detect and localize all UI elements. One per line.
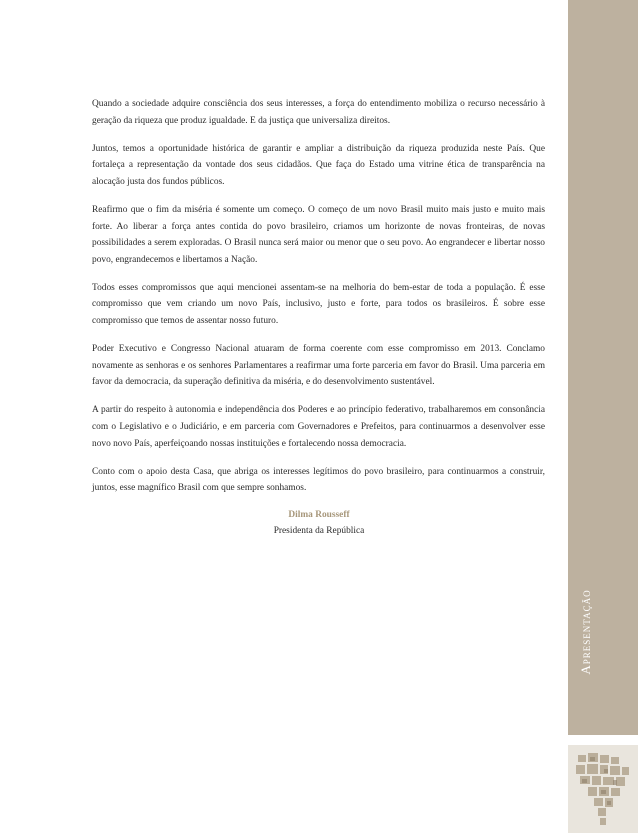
- paragraph-5: Poder Executivo e Congresso Nacional atuaram de forma coerente com esse compromisso em 2013. Conclamo novamente as senhoras e os senhores Parlamentares a reafirmar uma forte parceria em favor do Brasil. Uma parceria em favor da democracia, da superação definitiva da miséria, e do desenvolvimento sustentável.: [92, 344, 545, 388]
- brazil-map-icon: [568, 745, 638, 833]
- signature-title: Presidenta da República: [273, 526, 365, 536]
- paragraph-2: Juntos, temos a oportunidade histórica de garantir e ampliar a distribuição da riqueza produzida neste País. Que fortaleça a representação da vontade dos seus cidadãos. Que faça do Estado uma vitrine ética de transparência na alocação justa dos fundos públicos.: [92, 143, 545, 187]
- paragraph-4: Todos esses compromissos que aqui mencionei assentam-se na melhoria do bem-estar de toda a população. É esse compromisso que vem criando um novo País, inclusivo, justo e forte, para todos os brasileiros. É sobre esse compromisso que temos de assentar nosso futuro.: [92, 282, 545, 327]
- body-text: [92, 96, 545, 508]
- paragraph-7: Conto com o apoio desta Casa, que abriga os interesses legítimos do povo brasileiro, para continuarmos a construir, juntos, esse magnífico Brasil com que sempre sonhamos.: [92, 466, 545, 494]
- paragraph-1: Quando a sociedade adquire consciência dos seus interesses, a força do entendimento mobiliza o recurso necessário à geração da riqueza que produz igualdade. E da justiça que universaliza direitos.: [92, 99, 545, 126]
- brazil-map-mosaic: [568, 745, 638, 833]
- section-label-container: [568, 560, 604, 730]
- signature-name: Dilma Rousseff: [288, 510, 350, 520]
- paragraph-3: Reafirmo que o fim da miséria é somente um começo. O começo de um novo Brasil muito mais justo e muito mais forte. Ao liberar a força antes contida do povo brasileiro, criamos um horizonte de novas fronteiras, de novas possibilidades a serem exploradas. O Brasil nunca será maior ou menor que o seu povo. Ao engrandecer e libertar nosso povo, engrandecemos e libertamos a Nação.: [92, 204, 545, 265]
- paragraph-6: A partir do respeito à autonomia e independência dos Poderes e ao princípio federativo, trabalharemos em consonância com o Legislativo e o Judiciário, e em parceria com Governadores e Prefeitos, para continuarmos a desenvolver esse novo novo País, aperfeiçoando nossas instituições e fortalecendo nossa democracia.: [92, 405, 545, 449]
- section-label: Apresentação: [578, 589, 593, 675]
